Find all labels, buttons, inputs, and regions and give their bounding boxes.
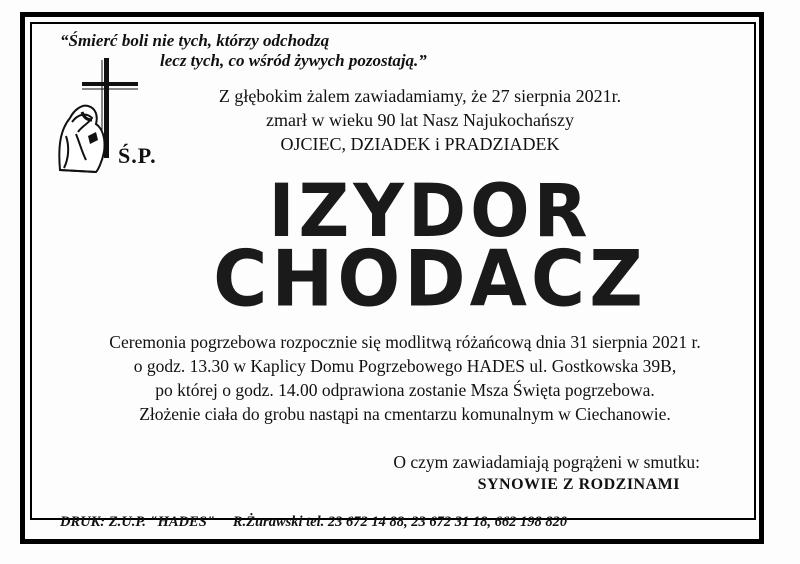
ceremony-line-3: po której o godz. 14.00 odprawiona zostanie Msza Święta pogrzebowa. [155,380,655,400]
mourners-notice: O czym zawiadamiają pogrążeni w smutku: [393,452,700,472]
sp-label: Ś.P. [118,143,157,168]
intro-line-1: Z głębokim żalem zawiadamiamy, że 27 sierpnia 2021r. [218,86,622,106]
ceremony-line-1: Ceremonia pogrzebowa rozpocznie się modlitwą różańcową dnia 31 sierpnia 2021 r. [109,332,701,352]
quote-line-1: “Śmierć boli nie tych, którzy odchodzą [60,31,330,50]
mourners-family: SYNOWIE Z RODZINAMI [477,476,680,493]
ceremony-line-4: Złożenie ciała do grobu nastąpi na cmentarzu komunalnym w Ciechanowie. [139,404,671,424]
intro-line-3: OJCIEC, DZIADEK i PRADZIADEK [280,134,560,154]
deceased-first-name: IZYDOR [268,167,592,255]
printer-contact: R.Żurawski tel. 23 672 14 88, 23 672 31 18, 662 198 820 [232,514,568,530]
announcement-intro [160,84,680,156]
quote-line-2: lecz tych, co wśród żywych pozostają.” [160,51,427,70]
intro-line-2: zmarł w wieku 90 lat Nasz Najukochańszy [266,110,574,130]
printer-label: DRUK: Z.U.P. "HADES" [60,514,215,530]
deceased-last-name: CHODACZ [213,233,647,325]
printer-credit [60,514,760,531]
ceremony-details [60,330,750,426]
ceremony-line-2: o godz. 13.30 w Kaplicy Domu Pogrzebowego HADES ul. Gostkowska 39B, [133,356,677,376]
